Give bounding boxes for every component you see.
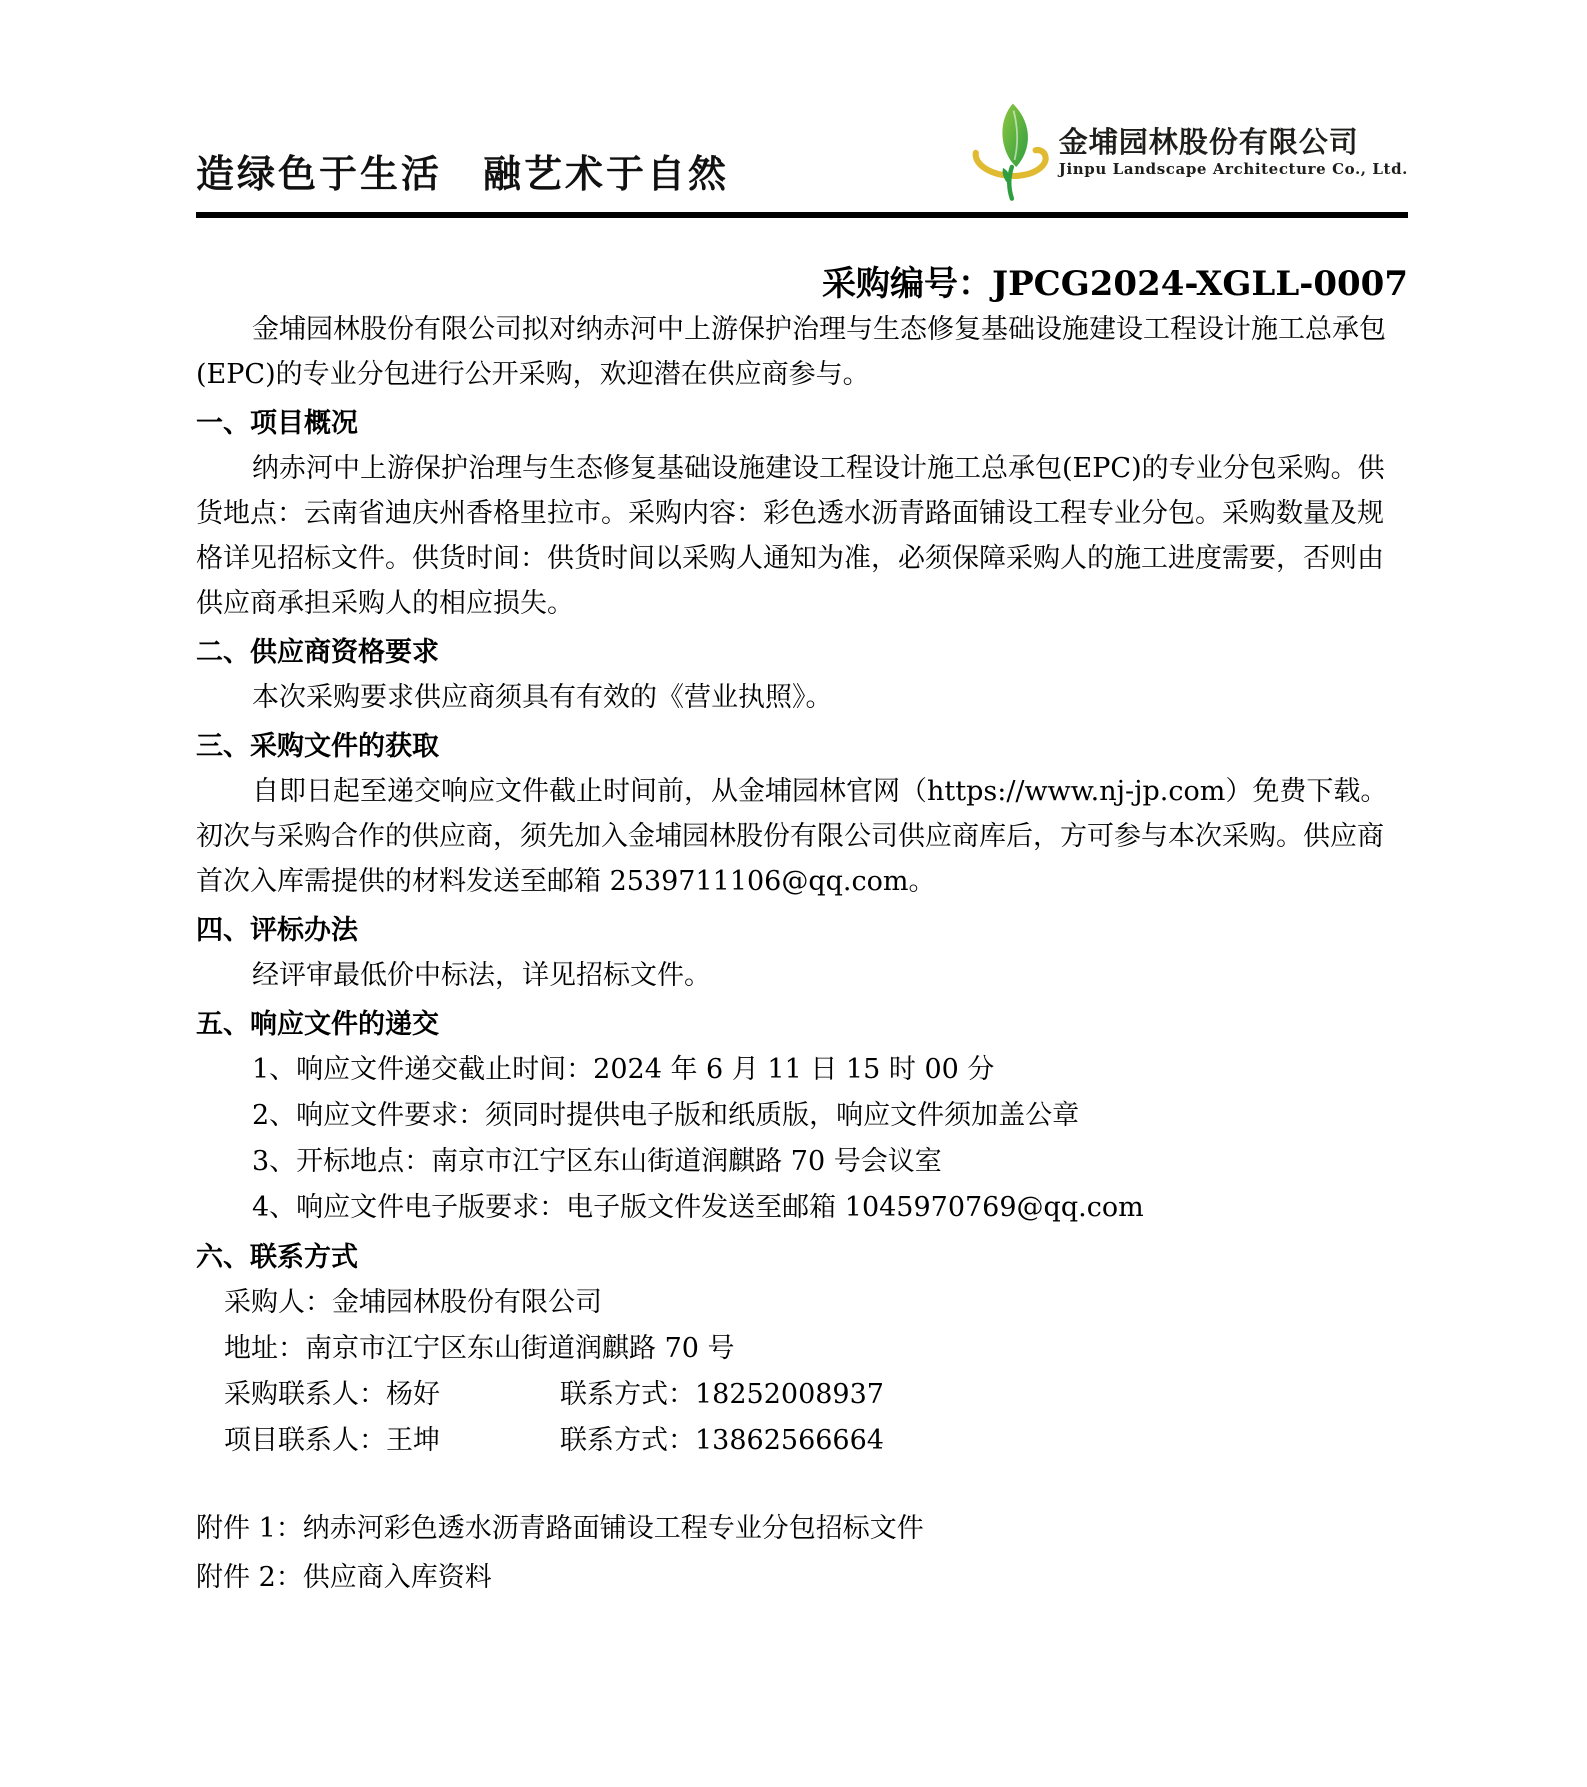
section-document-acquisition [196,724,1408,904]
intro-paragraph: 金埔园林股份有限公司拟对纳赤河中上游保护治理与生态修复基础设施建设工程设计施工总承包(EPC)的专业分包进行公开采购，欢迎潜在供应商参与。 [196,314,1386,390]
section-heading: 一、项目概况 [196,408,358,439]
page-header [196,0,1408,218]
contact-row [224,1418,1408,1464]
header-rule [196,212,1408,218]
section-project-overview [196,401,1408,626]
section-heading: 四、评标办法 [196,915,358,946]
section-paragraph: 自即日起至递交响应文件截止时间前，从金埔园林官网（https://www.nj-jp.com）免费下载。初次与采购合作的供应商，须先加入金埔园林股份有限公司供应商库后，方可参与本次采购。供应商首次入库需提供的材料发送至邮箱 2539711106@qq.com。 [196,776,1388,897]
company-name-en: Jinpu Landscape Architecture Co., Ltd. [1058,160,1408,178]
list-item: 3、开标地点：南京市江宁区东山街道润麒路 70 号会议室 [252,1146,942,1177]
header-slogan: 造绿色于生活 融艺术于自然 [196,152,730,196]
list-item: 1、响应文件递交截止时间：2024 年 6 月 11 日 15 时 00 分 [252,1054,995,1085]
section-response-submission [196,1002,1408,1231]
contact-phone: 联系方式：18252008937 [560,1379,884,1410]
company-logo [967,100,1408,204]
list-item: 2、响应文件要求：须同时提供电子版和纸质版，响应文件须加盖公章 [252,1100,1080,1131]
header-row [196,0,1408,204]
section-supplier-qualification [196,630,1408,720]
attachments [196,1504,1408,1602]
contact-person: 采购联系人：杨好 [224,1379,440,1410]
contact-line-purchaser: 采购人：金埔园林股份有限公司 [224,1287,602,1318]
section-heading: 六、联系方式 [196,1242,358,1273]
section-evaluation-method [196,908,1408,998]
list-item: 4、响应文件电子版要求：电子版文件发送至邮箱 1045970769@qq.com [252,1192,1144,1223]
page-content [196,0,1408,1602]
contact-person: 项目联系人：王坤 [224,1425,440,1456]
attachment-line: 附件 2：供应商入库资料 [196,1562,492,1593]
contact-line-address: 地址：南京市江宁区东山街道润麒路 70 号 [224,1333,735,1364]
section-heading: 二、供应商资格要求 [196,637,439,668]
submission-list [196,1047,1408,1231]
section-heading: 三、采购文件的获取 [196,731,439,762]
attachment-line: 附件 1：纳赤河彩色透水沥青路面铺设工程专业分包招标文件 [196,1513,924,1544]
contact-row [224,1372,1408,1418]
company-name-cn: 金埔园林股份有限公司 [1058,125,1359,159]
logo-text-block [1059,125,1408,179]
section-paragraph: 纳赤河中上游保护治理与生态修复基础设施建设工程设计施工总承包(EPC)的专业分包采购。供货地点：云南省迪庆州香格里拉市。采购内容：彩色透水沥青路面铺设工程专业分包。采购数量及规格详见招标文件。供货时间：供货时间以采购人通知为准，必须保障采购人的施工进度需要，否则由供应商承担采购人的相应损失。 [196,453,1385,619]
section-heading: 五、响应文件的递交 [196,1009,439,1040]
section-contact-info [196,1235,1408,1464]
section-paragraph: 本次采购要求供应商须具有有效的《营业执照》。 [252,682,833,713]
doc-number: 采购编号：JPCG2024-XGLL-0007 [822,264,1408,304]
section-paragraph: 经评审最低价中标法，详见招标文件。 [252,960,711,991]
jinpu-leaf-icon [967,100,1055,204]
contact-phone: 联系方式：13862566664 [560,1425,884,1456]
